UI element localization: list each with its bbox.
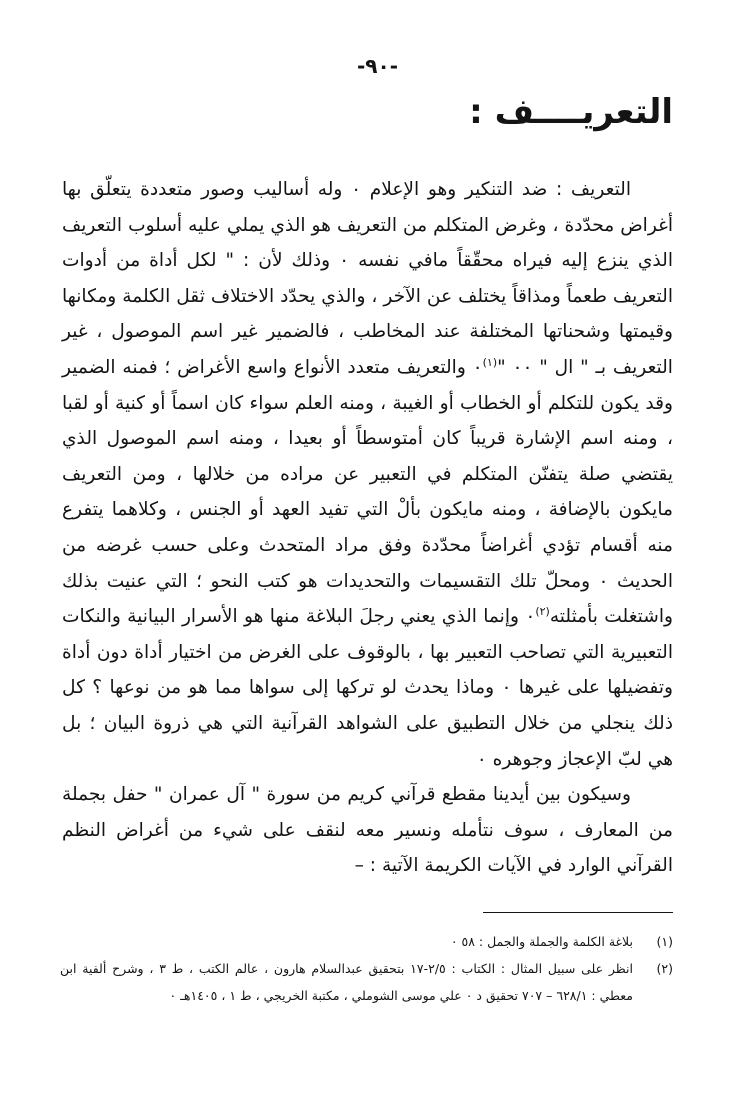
- paragraph-text: ٠ والتعريف متعدد الأنواع واسع الأغراض ؛ فمنه الضمير وقد يكون للتكلم أو الخطاب أو الغيبة ، ومنه العلم سواء كان اسماً أو كنية أو لقبا ، ومنه اسم الإشارة قريباً كان أمتوسطاً أو بعيدا ، ومنه اسم الموصول الذي يقتضي صلة يتفنّن المتكلم في التعبير عن مراده من خلالها ، ومن التعريف مايكون بالإضافة ، ومنه مايكون بألْ التي تفيد العهد أو الجنس ، وكلاهما يتفرع منه أقسام تؤدي أغراضاً محدّدة وفق مراد المتحدث وعلى حسب غرضه من الحديث ٠ ومحلّ تلك التقسيمات والتحديدات هو كتب النحو ؛ التي عنيت بذلك واشتغلت بأمثلته: [62, 356, 674, 628]
- footnote-text: بلاغة الكلمة والجملة والجمل : ٥٨ ٠: [450, 934, 633, 949]
- footnote-text: انظر على سبيل المثال : الكتاب : ٢/٥-١٧ بتحقيق عبدالسلام هارون ، عالم الكتب ، ط ٣ ، وشرح ألفية ابن معطي : ٦٢٨/١ – ٧٠٧ تحقيق د ٠ علي موسى الشوملي ، مكتبة الخريجي ، ط ١ ، ١٤٠٥هـ ٠: [60, 961, 633, 1003]
- footnote-ref-1[interactable]: (١): [482, 355, 498, 369]
- paragraph-text: ٠ وإنما الذي يعني رجلَ البلاغة منها هو الأسرار البيانية والنكات التعبيرية التي تصاحب التعبير بها ، بالوقوف على الغرض من اختيار أداة دون أداة وتفضيلها على غيرها ٠ وماذا يحدث لو تركها إلى سواها مما هو من نوعها ؟ كل ذلك ينجلي من خلال التطبيق على الشواهد القرآنية التي هي ذروة البيان ؛ بل هي لبّ الإعجاز وجوهره ٠: [62, 606, 673, 770]
- footnote-ref-2[interactable]: (٢): [535, 604, 550, 618]
- body-text: [62, 172, 673, 884]
- footnote-item: [60, 955, 673, 1009]
- section-heading: التعريــــف :: [469, 92, 673, 132]
- page-number: -٩٠-: [356, 54, 399, 78]
- footnote-number: (٢): [656, 961, 673, 976]
- footnote-number: (١): [656, 934, 673, 949]
- paragraph-text: التعريف : ضد التنكير وهو الإعلام ٠ وله أساليب وصور متعددة يتعلّق بها أغراض محدّدة ، وغرض المتكلم من التعريف هو الذي يملي عليه أسلوب التعريف الذي ينزع إليه فيراه محقّقاً مافي نفسه ٠ وذلك لأن : " لكل أداة من أدوات التعريف طعماً ومذاقاً يختلف عن الآخر ، والذي يحدّد الاختلاف ثقل الكلمة ومكانها وقيمتها وشحناتها المختلفة عند المخاطب ، فالضمير غير اسم الموصول ، غير التعريف بـ " ال " ٠٠ ": [62, 179, 673, 378]
- paragraph-intro-verses: وسيكون بين أيدينا مقطع قرآني كريم من سورة " آل عمران " حفل بجملة من المعارف ، سوف نتأمله ونسير معه لنقف على شيء من أغراض النظم القرآني الوارد في الآيات الكريمة الآتية : –: [62, 784, 673, 877]
- footnote-divider: [483, 912, 673, 913]
- footnotes: [60, 928, 673, 1009]
- footnote-item: [60, 928, 673, 955]
- paragraph-definition: [62, 172, 673, 777]
